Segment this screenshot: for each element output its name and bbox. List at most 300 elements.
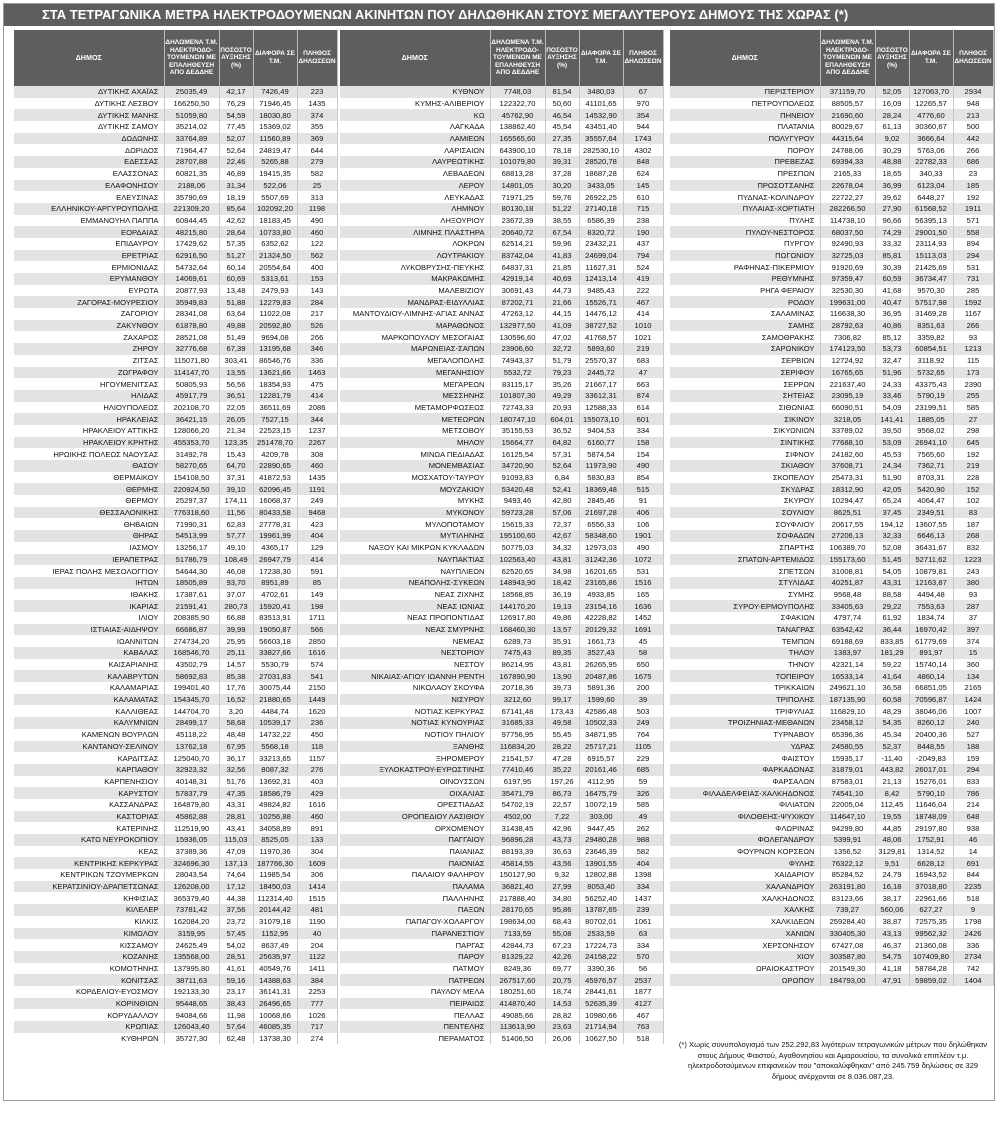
declared-sqm-cell: 31008,81 [820,565,875,577]
table-row [670,250,993,262]
difference-sqm-cell: 33213,65 [253,752,297,764]
declarations-count-cell: 158 [623,437,663,449]
difference-sqm-cell: 22890,65 [253,460,297,472]
municipality-cell: ΚΕΝΤΡΙΚΩΝ ΤΖΟΥΜΕΡΚΩΝ [14,869,164,881]
increase-pct-cell: 28,51 [219,951,253,963]
increase-pct-cell: 52,07 [219,133,253,145]
municipality-cell: ΚΑΡΠΑΘΟΥ [14,764,164,776]
difference-sqm-cell: 22782,33 [909,156,953,168]
table-row [340,986,663,998]
declared-sqm-cell: 60844,45 [164,215,219,227]
declarations-count-cell: 298 [953,425,993,437]
declared-sqm-cell: 64837,31 [490,261,545,273]
increase-pct-cell: 15,43 [219,448,253,460]
difference-sqm-cell: 34058,89 [253,822,297,834]
municipality-cell: ΡΕΘΥΜΝΗΣ [670,273,820,285]
municipality-cell: ΗΡΩΙΚΗΣ ΠΟΛΕΩΣ ΝΑΟΥΣΑΣ [14,448,164,460]
declarations-count-cell: 85 [297,577,337,589]
increase-pct-cell: 85,38 [219,670,253,682]
difference-sqm-cell: 9568,02 [909,425,953,437]
declarations-count-cell: 266 [953,320,993,332]
increase-pct-cell: 49,86 [545,612,579,624]
municipality-cell: ΦΑΡΣΑΛΩΝ [670,776,820,788]
declared-sqm-cell: 32923,32 [164,764,219,776]
increase-pct-cell: 112,45 [875,799,909,811]
table-row [670,811,993,823]
table-row [14,928,337,940]
increase-pct-cell: 85,64 [219,203,253,215]
declared-sqm-cell: 167890,90 [490,670,545,682]
difference-sqm-cell: 1314,52 [909,846,953,858]
declared-sqm-cell: 91920,69 [820,261,875,273]
table-row [340,168,663,180]
difference-sqm-cell: 12973,03 [579,542,623,554]
declarations-count-cell: 1223 [953,554,993,566]
difference-sqm-cell: 340,33 [909,168,953,180]
declared-sqm-cell: 97359,47 [820,273,875,285]
declared-sqm-cell: 77410,46 [490,764,545,776]
municipality-cell: ΚΑΡΔΙΤΣΑΣ [14,752,164,764]
table-row [670,109,993,121]
difference-sqm-cell: 20161,46 [579,764,623,776]
municipality-cell: ΠΑΛΛΗΝΗΣ [340,892,490,904]
difference-sqm-cell: 13787,65 [579,904,623,916]
table-row [670,367,993,379]
difference-sqm-cell: 23154,16 [579,600,623,612]
municipality-cell: ΠΕΝΤΕΛΗΣ [340,1021,490,1033]
increase-pct-cell: 60,69 [219,273,253,285]
municipality-cell: ΜΟΥΖΑΚΙΟΥ [340,483,490,495]
municipality-cell: ΠΑΡΑΝΕΣΤΙΟΥ [340,928,490,940]
municipality-cell: ΗΡΑΚΛΕΙΑΣ [14,413,164,425]
declarations-count-cell: 503 [623,705,663,717]
table-row [670,881,993,893]
municipality-cell: ΚΥΜΗΣ-ΑΛΙΒΕΡΙΟΥ [340,98,490,110]
declared-sqm-cell: 73781,42 [164,904,219,916]
difference-sqm-cell: 2845,46 [579,495,623,507]
difference-sqm-cell: 42228,82 [579,612,623,624]
table-row [670,647,993,659]
declarations-count-cell: 582 [297,168,337,180]
declarations-count-cell: 691 [953,857,993,869]
increase-pct-cell: 28,64 [219,226,253,238]
difference-sqm-cell: 7527,15 [253,413,297,425]
municipality-cell: ΝΟΤΙΑΣ ΚΕΡΚΥΡΑΣ [340,705,490,717]
difference-sqm-cell: 10733,80 [253,226,297,238]
increase-pct-cell: 43,73 [545,834,579,846]
table-row [14,331,337,343]
municipality-cell: ΠΑΓΓΑΙΟΥ [340,834,490,846]
declarations-count-cell: 562 [297,250,337,262]
increase-pct-cell: 30,39 [875,261,909,273]
declarations-count-cell: 833 [953,776,993,788]
difference-sqm-cell: 3527,43 [579,647,623,659]
increase-pct-cell: 51,76 [219,776,253,788]
declarations-count-cell: 374 [297,109,337,121]
difference-sqm-cell: 27778,31 [253,518,297,530]
increase-pct-cell: 69,77 [545,963,579,975]
difference-sqm-cell: 14388,63 [253,974,297,986]
table-row [14,203,337,215]
increase-pct-cell: 67,54 [545,226,579,238]
municipality-cell: ΕΟΡΔΑΙΑΣ [14,226,164,238]
declared-sqm-cell: 8625,51 [820,507,875,519]
declared-sqm-cell: 35155,53 [490,425,545,437]
increase-pct-cell: 45,53 [875,448,909,460]
table-row [14,180,337,192]
municipality-cell: ΚΑΛΥΜΝΙΩΝ [14,717,164,729]
declarations-count-cell: 192 [953,448,993,460]
difference-sqm-cell: 30075,44 [253,682,297,694]
municipality-cell: ΣΙΦΝΟΥ [670,448,820,460]
declarations-count-cell: 336 [953,939,993,951]
increase-pct-cell: 16,09 [875,98,909,110]
page [3,3,995,1101]
table-row [670,624,993,636]
declarations-count-cell: 188 [953,741,993,753]
difference-sqm-cell: 24158,22 [579,951,623,963]
declarations-count-cell: 988 [623,834,663,846]
increase-pct-cell: 22,46 [219,156,253,168]
declarations-count-cell: 1061 [623,916,663,928]
municipality-cell: ΚΑΡΥΣΤΟΥ [14,787,164,799]
difference-sqm-cell: 15369,02 [253,121,297,133]
declarations-count-cell: 1435 [297,98,337,110]
declarations-count-cell: 717 [297,1021,337,1033]
declarations-count-cell: 531 [953,261,993,273]
difference-sqm-cell: 3359,82 [909,331,953,343]
declarations-count-cell: 223 [297,86,337,98]
table-row [670,460,993,472]
increase-pct-cell: 36,17 [219,752,253,764]
declarations-count-cell: 558 [953,226,993,238]
increase-pct-cell: 53,09 [875,437,909,449]
table-row [340,133,663,145]
declarations-count-cell: 500 [953,121,993,133]
table-row [14,437,337,449]
difference-sqm-cell: 12279,83 [253,296,297,308]
difference-sqm-cell: 11985,54 [253,869,297,881]
declared-sqm-cell: 25035,49 [164,86,219,98]
municipality-cell: ΞΗΡΟΜΕΡΟΥ [340,752,490,764]
table-row [670,273,993,285]
declared-sqm-cell: 43502,79 [164,659,219,671]
table-row [14,378,337,390]
difference-sqm-cell: 5893,60 [579,343,623,355]
difference-sqm-cell: 26941,10 [909,437,953,449]
difference-sqm-cell: 127063,70 [909,86,953,98]
declared-sqm-cell: 5532,72 [490,367,545,379]
table-row [340,659,663,671]
declared-sqm-cell: 132977,50 [490,320,545,332]
difference-sqm-cell: 11022,08 [253,308,297,320]
declared-sqm-cell: 44315,64 [820,133,875,145]
increase-pct-cell: 58,68 [219,717,253,729]
difference-sqm-cell: 29001,50 [909,226,953,238]
table-row [670,729,993,741]
increase-pct-cell: 36,52 [545,425,579,437]
municipality-cell: ΤΗΛΟΥ [670,647,820,659]
table-row [340,729,663,741]
declarations-count-cell: 23 [953,168,993,180]
declarations-count-cell: 442 [953,133,993,145]
increase-pct-cell: 9,02 [875,133,909,145]
municipality-cell: ΜΕΤΕΩΡΩΝ [340,413,490,425]
increase-pct-cell: 13,90 [545,670,579,682]
increase-pct-cell: 36,19 [545,589,579,601]
table-row [14,600,337,612]
table-row [340,472,663,484]
table-row [340,1021,663,1033]
municipality-cell: ΚΑΣΤΟΡΙΑΣ [14,811,164,823]
municipality-cell: ΚΕΑΣ [14,846,164,858]
declared-sqm-cell: 126043,40 [164,1021,219,1033]
difference-sqm-cell: 37018,80 [909,881,953,893]
declarations-count-cell: 715 [623,203,663,215]
municipality-cell: ΖΑΓΟΡΑΣ-ΜΟΥΡΕΣΙΟΥ [14,296,164,308]
increase-pct-cell: 37,45 [875,507,909,519]
table-column-1 [14,30,338,1044]
increase-pct-cell: 41,64 [875,670,909,682]
difference-sqm-cell: 4484,74 [253,705,297,717]
increase-pct-cell: 194,12 [875,518,909,530]
declarations-count-cell: 262 [623,822,663,834]
table-row [340,98,663,110]
municipality-cell: ΜΕΓΑΡΕΩΝ [340,378,490,390]
difference-sqm-cell: 16970,42 [909,624,953,636]
increase-pct-cell: 52,64 [545,460,579,472]
municipality-cell: ΚΙΛΚΙΣ [14,916,164,928]
declared-sqm-cell: 4502,00 [490,811,545,823]
declared-sqm-cell: 414870,40 [490,998,545,1010]
declared-sqm-cell: 21541,57 [490,752,545,764]
increase-pct-cell: 48,29 [875,705,909,717]
municipality-cell: ΔΥΤΙΚΗΣ ΛΕΣΒΟΥ [14,98,164,110]
declared-sqm-cell: 50775,03 [490,542,545,554]
declared-sqm-cell: 13256,17 [164,542,219,554]
declarations-count-cell: 601 [623,413,663,425]
difference-sqm-cell: 4702,61 [253,589,297,601]
difference-sqm-cell: 891,97 [909,647,953,659]
declarations-count-cell: 763 [623,1021,663,1033]
increase-pct-cell: 61,13 [875,121,909,133]
declared-sqm-cell: 125040,70 [164,752,219,764]
declarations-count-cell: 27 [953,413,993,425]
municipality-cell: ΦΙΛΑΔΕΛΦΕΙΑΣ-ΧΑΛΚΗΔΟΝΟΣ [670,787,820,799]
difference-sqm-cell: 26496,65 [253,998,297,1010]
municipality-cell: ΚΙΜΩΛΟΥ [14,928,164,940]
municipality-cell: ΚΑΜΕΝΩΝ ΒΟΥΡΛΩΝ [14,729,164,741]
difference-sqm-cell: 33827,66 [253,647,297,659]
declarations-count-cell: 2165 [953,682,993,694]
table-row [14,215,337,227]
declarations-count-cell: 403 [297,776,337,788]
declared-sqm-cell: 324696,30 [164,857,219,869]
increase-pct-cell: 96,66 [875,215,909,227]
difference-sqm-cell: 6646,13 [909,530,953,542]
increase-pct-cell: 38,55 [545,215,579,227]
increase-pct-cell: 50,60 [545,98,579,110]
declared-sqm-cell: 23906,60 [490,343,545,355]
declared-sqm-cell: 33764,89 [164,133,219,145]
declarations-count-cell: 397 [953,624,993,636]
difference-sqm-cell: 11970,36 [253,846,297,858]
declared-sqm-cell: 35949,83 [164,296,219,308]
declarations-count-cell: 219 [953,460,993,472]
declared-sqm-cell: 135568,00 [164,951,219,963]
declared-sqm-cell: 128066,20 [164,425,219,437]
difference-sqm-cell: 31242,36 [579,554,623,566]
municipality-cell: ΣΕΡΙΦΟΥ [670,367,820,379]
declared-sqm-cell: 263191,80 [820,881,875,893]
declared-sqm-cell: 282266,50 [820,203,875,215]
declarations-count-cell: 731 [953,273,993,285]
municipality-cell: ΕΡΕΤΡΙΑΣ [14,250,164,262]
declarations-count-cell: 419 [623,273,663,285]
municipality-cell: ΠΛΑΤΑΝΙΑ [670,121,820,133]
declared-sqm-cell: 7133,59 [490,928,545,940]
difference-sqm-cell: 15526,71 [579,296,623,308]
increase-pct-cell: 54,59 [219,109,253,121]
municipality-cell: ΕΜΜΑΝΟΥΗΛ ΠΑΠΠΑ [14,215,164,227]
declared-sqm-cell: 199401,40 [164,682,219,694]
declared-sqm-cell: 22005,04 [820,799,875,811]
declared-sqm-cell: 180251,60 [490,986,545,998]
increase-pct-cell: 108,49 [219,554,253,566]
increase-pct-cell: 24,34 [875,460,909,472]
increase-pct-cell: 41,09 [545,320,579,332]
declared-sqm-cell: 22722,27 [820,191,875,203]
municipality-cell: ΜΥΚΗΣ [340,495,490,507]
declared-sqm-cell: 25297,37 [164,495,219,507]
table-row [14,483,337,495]
declarations-count-cell: 645 [953,437,993,449]
increase-pct-cell: 89,35 [545,647,579,659]
difference-sqm-cell: 4209,78 [253,448,297,460]
increase-pct-cell: 22,05 [219,402,253,414]
declared-sqm-cell: 154345,70 [164,694,219,706]
municipality-cell: ΚΑΛΑΜΑΤΑΣ [14,694,164,706]
declared-sqm-cell: 164879,80 [164,799,219,811]
table-row [670,530,993,542]
table-column-3 [670,30,994,986]
increase-pct-cell: 64,82 [545,437,579,449]
municipality-cell: ΝΟΤΙΟΥ ΠΗΛΙΟΥ [340,729,490,741]
table-row [340,483,663,495]
declarations-count-cell: 566 [297,624,337,636]
table-row [670,951,993,963]
table-row [14,846,337,858]
declarations-count-cell: 2267 [297,437,337,449]
increase-pct-cell: 560,06 [875,904,909,916]
municipality-cell: ΤΕΜΠΩΝ [670,635,820,647]
increase-pct-cell: 48,06 [875,834,909,846]
difference-sqm-cell: 60854,51 [909,343,953,355]
declarations-count-cell: 848 [623,156,663,168]
difference-sqm-cell: 522,06 [253,180,297,192]
table-row [14,273,337,285]
difference-sqm-cell: 5874,54 [579,448,623,460]
table-row [340,273,663,285]
table-header-row [340,30,663,86]
difference-sqm-cell: 3666,64 [909,133,953,145]
increase-pct-cell: 21,34 [219,425,253,437]
municipality-cell: ΠΟΛΥΓΥΡΟΥ [670,133,820,145]
increase-pct-cell: 67,95 [219,741,253,753]
increase-pct-cell: 23,63 [545,1021,579,1033]
increase-pct-cell: 57,31 [545,448,579,460]
increase-pct-cell: 37,31 [219,472,253,484]
increase-pct-cell: 52,41 [545,483,579,495]
increase-pct-cell: 27,90 [875,203,909,215]
table-row [670,156,993,168]
declarations-count-cell: 118 [297,741,337,753]
declared-sqm-cell: 1356,52 [820,846,875,858]
declarations-count-cell: 255 [953,390,993,402]
municipality-cell: ΠΑΙΟΝΙΑΣ [340,857,490,869]
table-row [670,133,993,145]
declared-sqm-cell: 66686,87 [164,624,219,636]
table-row [340,156,663,168]
declarations-count-cell: 313 [297,191,337,203]
table-row [670,974,993,986]
increase-pct-cell: 443,82 [875,764,909,776]
increase-pct-cell: 174,11 [219,495,253,507]
table-row [340,764,663,776]
declared-sqm-cell: 87583,01 [820,776,875,788]
column-header-municipality: ΔΗΜΟΣ [340,30,490,86]
table-row [340,624,663,636]
municipality-cell: ΦΟΛΕΓΑΝΔΡΟΥ [670,834,820,846]
table-row [340,121,663,133]
difference-sqm-cell: 8637,49 [253,939,297,951]
table-header-row [14,30,337,86]
increase-pct-cell: 46,08 [219,565,253,577]
municipality-cell: ΚΟΡΙΝΘΙΩΝ [14,998,164,1010]
increase-pct-cell: 19,13 [545,600,579,612]
declared-sqm-cell: 184793,00 [820,974,875,986]
table-row [670,285,993,297]
increase-pct-cell: 95,86 [545,904,579,916]
table-row [14,1033,337,1045]
increase-pct-cell: 78,18 [545,144,579,156]
table-row [670,717,993,729]
municipality-cell: ΚΟΡΥΔΑΛΛΟΥ [14,1009,164,1021]
municipality-cell: ΜΕΤΑΜΟΡΦΩΣΕΩΣ [340,402,490,414]
increase-pct-cell: 42,67 [545,530,579,542]
municipality-cell: ΚΑΤΩ ΝΕΥΡΟΚΟΠΙΟΥ [14,834,164,846]
increase-pct-cell: 197,26 [545,776,579,788]
declared-sqm-cell: 54644,30 [164,565,219,577]
table-row [340,402,663,414]
municipality-cell: ΛΕΡΟΥ [340,180,490,192]
municipality-cell: ΘΗΡΑΣ [14,530,164,542]
increase-pct-cell: 79,23 [545,367,579,379]
difference-sqm-cell: 17224,73 [579,939,623,951]
declarations-count-cell: 650 [623,659,663,671]
increase-pct-cell: 303,41 [219,355,253,367]
declared-sqm-cell: 97756,95 [490,729,545,741]
increase-pct-cell: 17,12 [219,881,253,893]
table-row [670,472,993,484]
difference-sqm-cell: 21667,17 [579,378,623,390]
difference-sqm-cell: 33612,31 [579,390,623,402]
difference-sqm-cell: 2445,72 [579,367,623,379]
difference-sqm-cell: 26947,79 [253,554,297,566]
difference-sqm-cell: 23646,39 [579,846,623,858]
difference-sqm-cell: 26017,01 [909,764,953,776]
declared-sqm-cell: 249621,10 [820,682,875,694]
